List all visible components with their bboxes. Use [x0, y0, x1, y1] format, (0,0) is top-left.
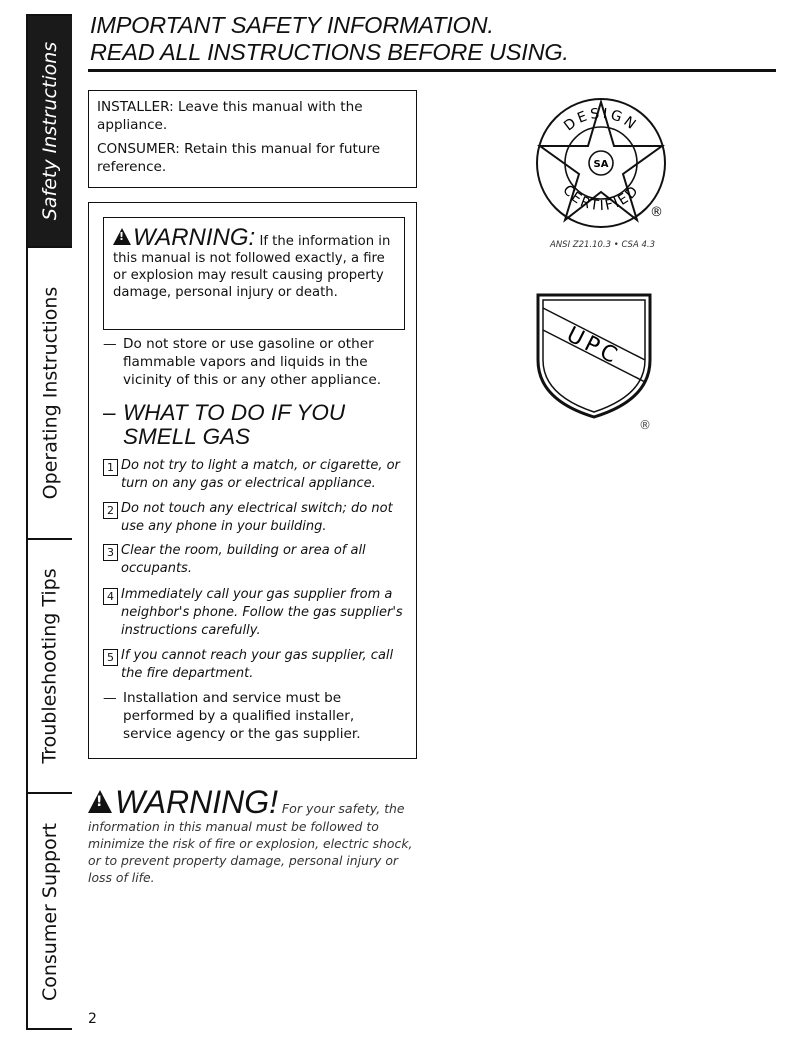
design-certified-logo	[534, 96, 668, 230]
tab-consumer-support[interactable]	[28, 794, 72, 1030]
tab-label: Consumer Support	[39, 822, 62, 1002]
step-3: 3 Clear the room, building or area of all occupants.	[103, 542, 405, 578]
sidebar-tabs	[26, 14, 72, 1030]
upc-registered-mark: ®	[639, 418, 651, 432]
bullet-gasoline: — Do not store or use gasoline or other flammable vapors and liquids in the vicinity of this or any other appliance.	[103, 336, 382, 388]
title-line-2: READ ALL INSTRUCTIONS BEFORE USING.	[90, 39, 569, 65]
warning-header-box	[103, 217, 405, 330]
step-2: 2 Do not touch any electrical switch; do not use any phone in your building.	[103, 500, 405, 536]
warning-title: !WARNING:	[113, 224, 255, 251]
page-number: 2	[88, 1011, 97, 1027]
upc-logo	[535, 290, 653, 420]
title-line-1: IMPORTANT SAFETY INFORMATION.	[90, 12, 494, 38]
smell-gas-heading: – WHAT TO DO IF YOU SMELL GAS	[103, 400, 346, 449]
gas-warning-box	[88, 202, 417, 759]
tab-label: Troubleshooting Tips	[39, 568, 62, 764]
ansi-standard-text: ANSI Z21.10.3 • CSA 4.3	[550, 240, 655, 250]
warning-triangle-icon	[88, 790, 112, 813]
title-divider	[88, 69, 776, 72]
installer-notice-box	[88, 90, 417, 188]
csa-registered-mark: ®	[650, 205, 663, 220]
consumer-note: CONSUMER: Retain this manual for future reference.	[97, 141, 381, 175]
tab-safety-instructions[interactable]	[28, 16, 72, 248]
page-title	[90, 12, 776, 66]
warning-body: the information in this manual must be followed to minimize the risk of fire or explosion, electric shock, or to prevent property damage, personal injury or loss of life.	[88, 801, 413, 885]
bullet-installation: — Installation and service must be performed by a qualified installer, service agency or the gas supplier.	[103, 690, 361, 742]
step-4: 4 Immediately call your gas supplier from a neighbor's phone. Follow the gas supplier's instructions carefully.	[103, 586, 405, 640]
warning-intro: If the information in this manual is not followed exactly, a fire or explosion may result causing property damage, personal injury or death.	[113, 234, 391, 300]
warning-triangle-icon	[113, 228, 131, 245]
installer-note: INSTALLER: Leave this manual with the appliance.	[97, 99, 363, 133]
safety-warning	[88, 786, 418, 886]
tab-troubleshooting-tips[interactable]	[28, 540, 72, 794]
upc-text: UPC	[562, 322, 625, 371]
csa-center-text: SA	[593, 159, 609, 170]
tab-operating-instructions[interactable]	[28, 248, 72, 540]
step-5: 5 If you cannot reach your gas supplier, call the fire department.	[103, 647, 405, 683]
warning-lead: For your safety,	[281, 801, 381, 816]
csa-bottom-text: CERTIFIED	[559, 182, 643, 215]
tab-label: Safety Instructions	[39, 41, 61, 221]
tab-label: Operating Instructions	[39, 286, 61, 500]
csa-top-text: DESIGN	[561, 105, 641, 135]
step-1: 1 Do not try to light a match, or cigarette, or turn on any gas or electrical appliance.	[103, 457, 405, 493]
warning-title-large: !WARNING!	[88, 784, 278, 820]
